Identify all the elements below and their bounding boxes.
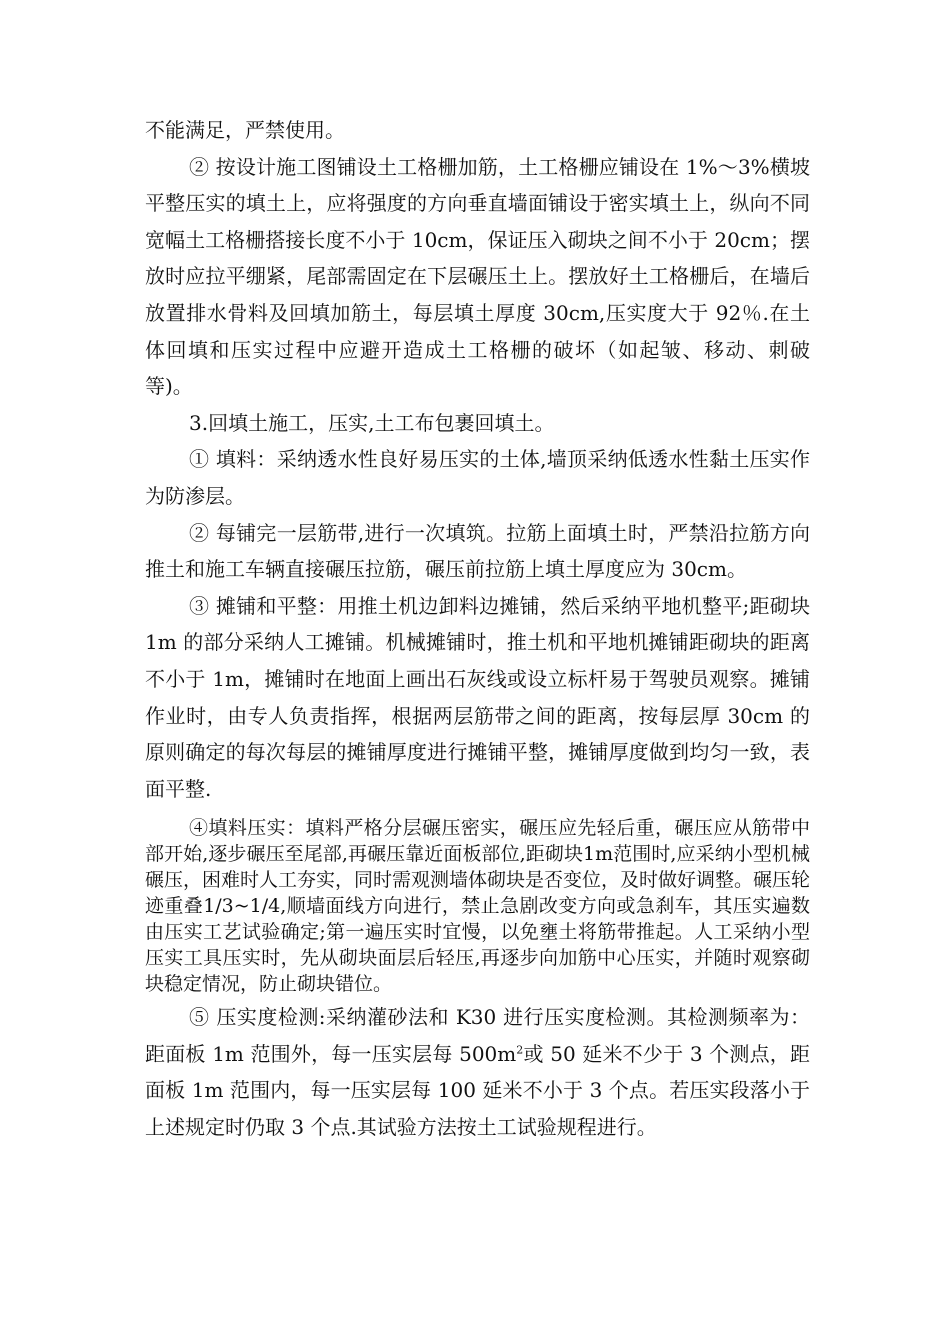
section-heading-backfill: 3.回填土施工，压实,土工布包裹回填土。 bbox=[189, 410, 555, 435]
compaction-test-text-b: 或 50 延米不少于 3 个测点，距面板 1m 范围内，每一压实层每 100 延米不小于 3 个点。若压实段落小于上述规定时仍取 3 个点.其试验方法按土工试验规程进行。 bbox=[145, 1041, 810, 1140]
paragraph-continuation: 不能满足，严禁使用。 bbox=[145, 118, 345, 142]
document-page bbox=[145, 112, 810, 1146]
paragraph-compaction-test bbox=[145, 999, 810, 1145]
paragraph-filling: ② 每铺完一层筋带,进行一次填筑。拉筋上面填土时，严禁沿拉筋方向推土和施工车辆直接碾压拉筋，碾压前拉筋上填土厚度应为 30cm。 bbox=[145, 520, 810, 582]
paragraph-fill-material: ① 填料：采纳透水性良好易压实的土体,墙顶采纳低透水性黏土压实作为防渗层。 bbox=[145, 447, 810, 508]
paragraph-compaction: ④填料压实：填料严格分层碾压密实，碾压应先轻后重，碾压应从筋带中部开始,逐步碾压至尾部,再碾压靠近面板部位,距砌块1m范围时,应采纳小型机械碾压，困难时人工夯实，同时需观测墙体砌块是否变位，及时做好调整。碾压轮迹重叠1/3~1/4,顺墙面线方向进行，禁止急剧改变方向或急刹车，其压实遍数由压实工艺试验确定;第一遍压实时宜慢，以免壅土将筋带推起。人工采纳小型压实工具压实时，先从砌块面层后轻压,再逐步向加筋中心压实，并随时观察砌块稳定情况，防止砌块错位。 bbox=[145, 817, 811, 996]
compaction-test-text-a: ⑤ 压实度检测:采纳灌砂法和 K30 进行压实度检测。其检测频率为：距面板 1m 范围外，每一压实层每 500m bbox=[145, 1005, 810, 1066]
paragraph-geogrid: ② 按设计施工图铺设土工格栅加筋，土工格栅应铺设在 1%～3%横坡平整压实的填土上，应将强度的方向垂直墙面铺设于密实填土上，纵向不同宽幅土工格栅搭接长度不小于 10cm，保证压入砌块之间不小于 20cm；摆放时应拉平绷紧，尾部需固定在下层碾压土上。摆放好土工格栅后，在墙后放置排水骨料及回填加筋土，每层填土厚度 30cm,压实度大于 92％.在土体回填和压实过程中应避开造成土工格栅的破坏（如起皱、移动、刺破等)。 bbox=[145, 154, 810, 399]
superscript-two: 2 bbox=[516, 1043, 524, 1057]
paragraph-spreading: ③ 摊铺和平整：用推土机边卸料边摊铺，然后采纳平地机整平;距砌块 1m 的部分采纳人工摊铺。机械摊铺时，推土机和平地机摊铺距砌块的距离不小于 1m，摊铺时在地面上画出石灰线或设立标杆易于驾驶员观察。摊铺作业时，由专人负责指挥，根据两层筋带之间的距离，按每层厚 30cm 的原则确定的每次每层的摊铺厚度进行摊铺平整，摊铺厚度做到均匀一致，表面平整. bbox=[145, 593, 810, 801]
